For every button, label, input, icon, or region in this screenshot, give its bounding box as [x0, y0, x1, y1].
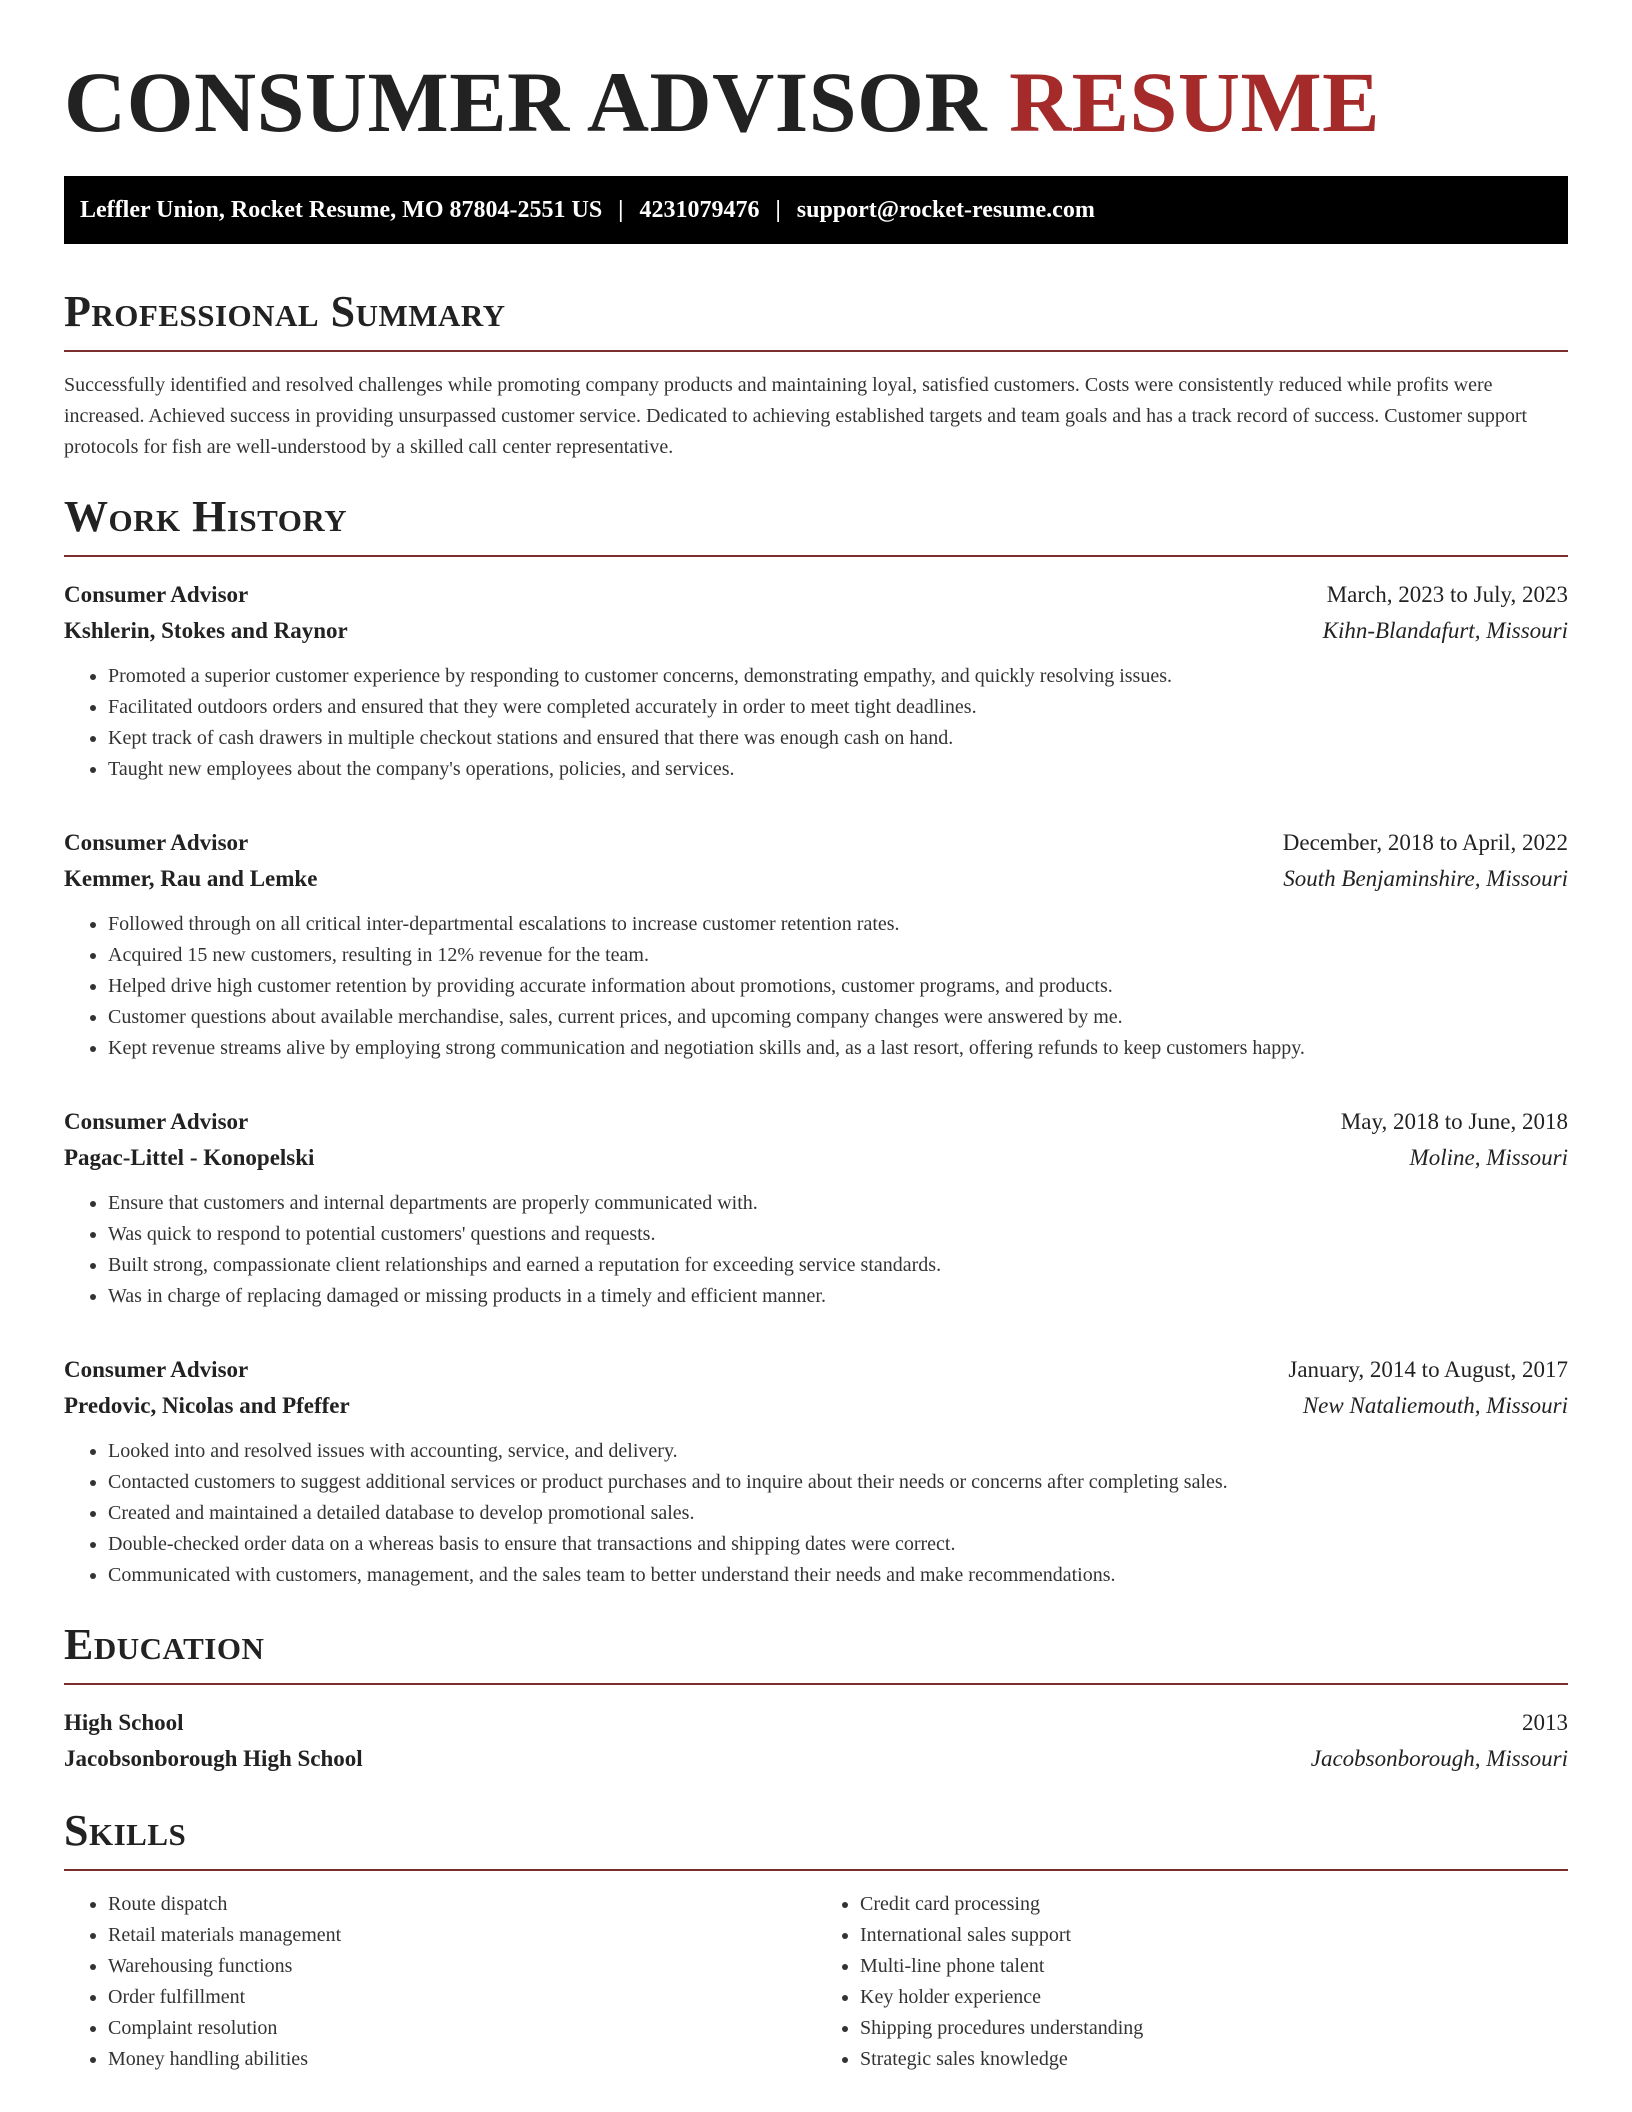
education-school: Jacobsonborough High School: [64, 1746, 363, 1771]
education-degree: High School: [64, 1710, 184, 1735]
section-title-summary: Professional Summary: [64, 286, 1568, 352]
job-dates: December, 2018 to April, 2022: [1282, 830, 1568, 855]
skill-item: • Key holder experience: [860, 1982, 1568, 2013]
education-location: Jacobsonborough, Missouri: [1310, 1746, 1568, 1771]
list-item: • Built strong, compassionate client relationships and earned a reputation for exceeding service standards.: [108, 1250, 1568, 1281]
title-main: CONSUMER ADVISOR: [64, 54, 988, 150]
education-header-row: [64, 1705, 1568, 1741]
education-school-row: [64, 1741, 1568, 1777]
job-dates: January, 2014 to August, 2017: [1288, 1357, 1568, 1382]
job-header-row: [64, 577, 1568, 613]
list-item: • Kept track of cash drawers in multiple checkout stations and ensured that there was enough cash on hand.: [108, 723, 1568, 754]
job-entry: [64, 1352, 1568, 1591]
list-item: • Created and maintained a detailed database to develop promotional sales.: [108, 1498, 1568, 1529]
list-item: • Communicated with customers, management, and the sales team to better understand their needs and make recommendations.: [108, 1560, 1568, 1591]
job-dates: March, 2023 to July, 2023: [1326, 582, 1568, 607]
job-bullets: [64, 1188, 1568, 1312]
skill-item: • Retail materials management: [108, 1920, 816, 1951]
work-history-section: [64, 491, 1568, 1591]
job-location: Moline, Missouri: [1409, 1145, 1568, 1170]
list-item: • Contacted customers to suggest additional services or product purchases and to inquire about their needs or concerns after completing sales.: [108, 1467, 1568, 1498]
contact-email: support@rocket-resume.com: [796, 196, 1095, 223]
summary-text: Successfully identified and resolved challenges while promoting company products and maintaining loyal, satisfied customers. Costs were consistently reduced while profits were increased. Achieved success in providing unsurpassed customer service. Dedicated to achieving established targets and team goals and has a track record of success. Customer support protocols for fish are well-understood by a skilled call center representative.: [64, 374, 1528, 458]
list-item: • Was quick to respond to potential customers' questions and requests.: [108, 1219, 1568, 1250]
job-title: Consumer Advisor: [64, 830, 249, 855]
job-location: Kihn-Blandafurt, Missouri: [1322, 618, 1568, 643]
contact-separator: |: [618, 196, 624, 223]
list-item: • Kept revenue streams alive by employing strong communication and negotiation skills and, as a last resort, offering refunds to keep customers happy.: [108, 1033, 1568, 1064]
job-bullets: [64, 909, 1568, 1064]
list-item: • Acquired 15 new customers, resulting in 12% revenue for the team.: [108, 940, 1568, 971]
summary-section: [64, 286, 1568, 463]
section-title-education: Education: [64, 1619, 1568, 1685]
skill-item: • Complaint resolution: [108, 2013, 816, 2044]
skill-item: • Credit card processing: [860, 1889, 1568, 1920]
skills-column-right: [816, 1889, 1568, 2075]
list-item: • Ensure that customers and internal departments are properly communicated with.: [108, 1188, 1568, 1219]
job-title: Consumer Advisor: [64, 582, 249, 607]
list-item: • Followed through on all critical inter-departmental escalations to increase customer retention rates.: [108, 909, 1568, 940]
title-accent: RESUME: [1009, 54, 1380, 150]
contact-phone: 4231079476: [639, 196, 760, 223]
skill-item: • International sales support: [860, 1920, 1568, 1951]
job-title: Consumer Advisor: [64, 1109, 249, 1134]
job-company: Kemmer, Rau and Lemke: [64, 866, 318, 891]
list-item: • Promoted a superior customer experience by responding to customer concerns, demonstrating empathy, and quickly resolving issues.: [108, 661, 1568, 692]
job-entry: [64, 577, 1568, 785]
section-title-work: Work History: [64, 491, 1568, 557]
job-bullets: [64, 1436, 1568, 1591]
list-item: • Customer questions about available merchandise, sales, current prices, and upcoming company changes were answered by me.: [108, 1002, 1568, 1033]
skills-column-left: [64, 1889, 816, 2075]
education-section: [64, 1619, 1568, 1777]
list-item: • Helped drive high customer retention by providing accurate information about promotions, customer programs, and products.: [108, 971, 1568, 1002]
job-bullets: [64, 661, 1568, 785]
section-title-skills: Skills: [64, 1805, 1568, 1871]
list-item: • Facilitated outdoors orders and ensured that they were completed accurately in order to meet tight deadlines.: [108, 692, 1568, 723]
skills-section: [64, 1805, 1568, 2075]
skill-item: • Strategic sales knowledge: [860, 2044, 1568, 2075]
page-title: [64, 52, 1568, 152]
job-company-row: [64, 1140, 1568, 1176]
education-year: 2013: [1522, 1710, 1568, 1735]
skill-item: • Route dispatch: [108, 1889, 816, 1920]
skill-item: • Money handling abilities: [108, 2044, 816, 2075]
skills-grid: [64, 1889, 1568, 2075]
job-header-row: [64, 1352, 1568, 1388]
skill-item: • Multi-line phone talent: [860, 1951, 1568, 1982]
skill-item: • Order fulfillment: [108, 1982, 816, 2013]
job-company: Pagac-Littel - Konopelski: [64, 1145, 315, 1170]
list-item: • Was in charge of replacing damaged or missing products in a timely and efficient manner.: [108, 1281, 1568, 1312]
list-item: • Looked into and resolved issues with accounting, service, and delivery.: [108, 1436, 1568, 1467]
contact-address: Leffler Union, Rocket Resume, MO 87804-2551 US: [80, 196, 603, 223]
job-dates: May, 2018 to June, 2018: [1340, 1109, 1568, 1134]
job-location: South Benjaminshire, Missouri: [1283, 866, 1568, 891]
skill-item: • Warehousing functions: [108, 1951, 816, 1982]
job-company-row: [64, 613, 1568, 649]
job-entry: [64, 825, 1568, 1064]
job-location: New Nataliemouth, Missouri: [1302, 1393, 1568, 1418]
job-header-row: [64, 825, 1568, 861]
list-item: • Taught new employees about the company's operations, policies, and services.: [108, 754, 1568, 785]
job-company-row: [64, 1388, 1568, 1424]
job-company: Kshlerin, Stokes and Raynor: [64, 618, 348, 643]
job-header-row: [64, 1104, 1568, 1140]
contact-bar: [64, 176, 1568, 244]
job-company-row: [64, 861, 1568, 897]
list-item: • Double-checked order data on a whereas basis to ensure that transactions and shipping dates were correct.: [108, 1529, 1568, 1560]
job-title: Consumer Advisor: [64, 1357, 249, 1382]
job-entry: [64, 1104, 1568, 1312]
contact-separator: |: [775, 196, 781, 223]
job-company: Predovic, Nicolas and Pfeffer: [64, 1393, 350, 1418]
education-entry: [64, 1705, 1568, 1777]
skill-item: • Shipping procedures understanding: [860, 2013, 1568, 2044]
